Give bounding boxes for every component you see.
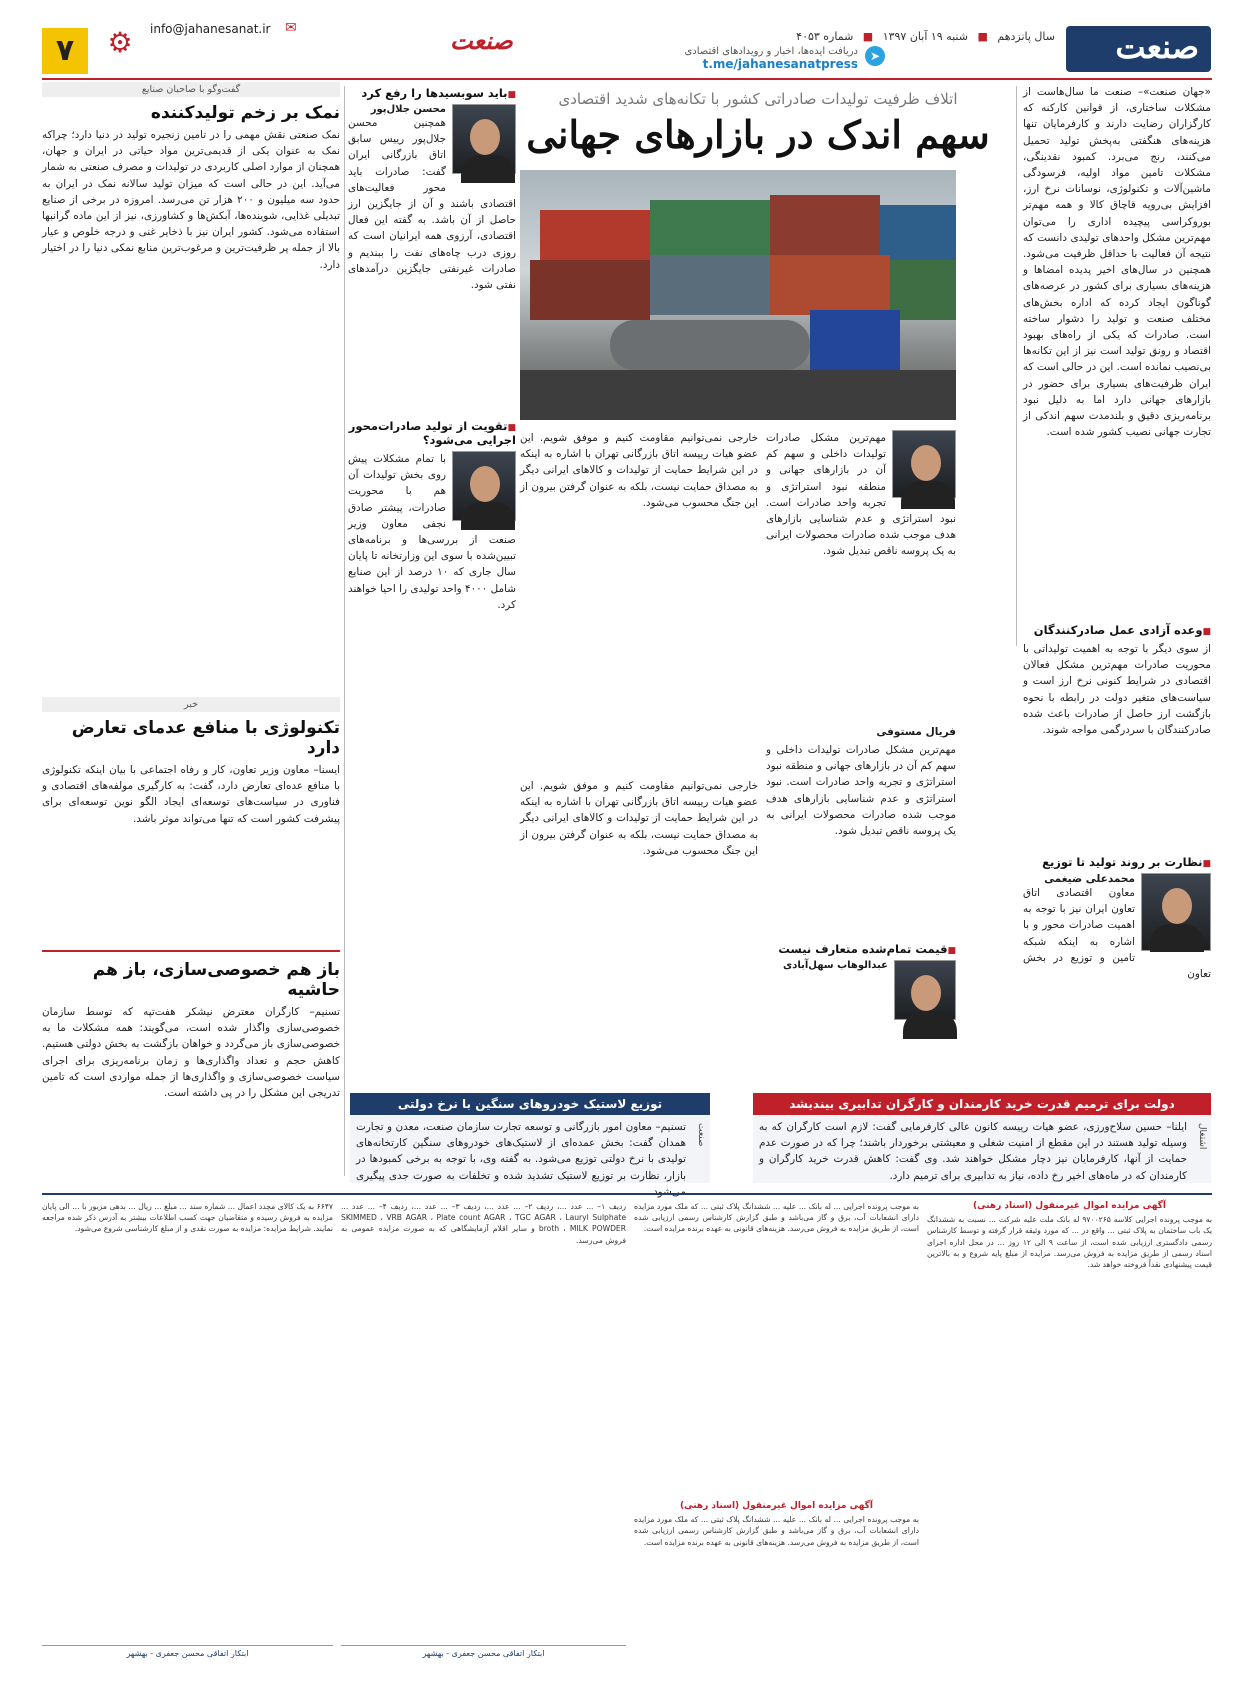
- mid-headline: ■ باید سوبسیدها را رفع کرد: [348, 86, 516, 100]
- ad-signature-2: ابتکار اتفاقی محسن جعفری - بهشهر: [42, 1645, 333, 1659]
- person-name-mostofi: فریال مستوفی: [876, 726, 956, 738]
- mid-column: [348, 82, 516, 1082]
- logo-text: صنعت: [1115, 28, 1199, 66]
- portrait-zeyghami: [1141, 873, 1211, 951]
- email-address[interactable]: info@jahanesanat.ir: [150, 22, 271, 36]
- center-col-b: [520, 430, 758, 1038]
- telegram-icon[interactable]: ➤: [865, 46, 885, 66]
- article-salt-title: نمک بر زخم تولیدکننده: [150, 103, 340, 123]
- article-salt-body: نمک صنعتی نقش مهمی را در تامین زنجیره تولید در دنیا دارد؛ چراکه نمک به عنوان یکی از قدیمی‌ترین مواد حیاتی در ایران و جهان، همچنان از موارد اصلی کاربردی در تولیدات و مصرف صنعتی به شمار می‌آید. این در حالی است که میزان تولید سالانه نمک در ایران به حدود سه میلیون و ۲۰۰ هزار تن می‌رسد. امروزه در برخی از صنایع تبدیلی غذایی، شوینده‌ها، آبکش‌ها و کشاورزی، نیز از این ماده گرانبها استفاده می‌شود. کشور ایران نیز با ذخایر غنی و درجه خلوص و عیار بالا از جمله پر ظرفیت‌ترین و مرغوب‌ترین منابع نمکی دنیا را در اختیار دارد.: [42, 129, 340, 271]
- article-tech-title: تکنولوژی با منافع عدمای تعارض دارد: [71, 718, 340, 758]
- ad-column-4: [42, 1201, 333, 1667]
- mid-subhead: ■ تقویت از تولید صادرات‌محور اجرایی می‌شود؟: [348, 419, 516, 447]
- ad-signature: ابتکار اتفاقی محسن جعفری - بهشهر: [341, 1645, 626, 1659]
- article-headline: سهم اندک در بازارهای جهانی: [526, 112, 990, 157]
- ad-3-text: ردیف ۱– ... عدد ...، ردیف ۲– ... عدد ...، ردیف ۳– ... عدد ...، ردیف ۴– ... عدد ... SKIMMED ، VRB AGAR ، Plate count AGAR ، TGC AGAR ، Lauryl Sulphate broth ، MILK POWDER و سایر اقلام آزمایشگاهی که به صورت مزایده عمومی به فروش می‌رسد.: [341, 1202, 626, 1245]
- column-divider: [1016, 86, 1017, 646]
- article-body: از سوی دیگر با توجه به اهمیت تولیداتی با محوریت صادرات مهم‌ترین مشکل فعالان اقتصادی در شرایط کنونی نرخ ارز است و سیاست‌های متغیر دولت در رابطه با نحوه بازگشت ارز حاصل از صادرات باعث شده صادرکنندگان با سردرگمی مواجه شوند.: [1023, 643, 1211, 737]
- right-column: [1023, 84, 1211, 1084]
- column-divider-left: [344, 86, 345, 1176]
- subhead-cost-price: ■ قیمت تمام‌شده متعارف نیست: [766, 942, 956, 956]
- box-wages: [753, 1093, 1211, 1183]
- mid-text-2: با تمام مشکلات پیش روی بخش تولیدات آن هم با محوریت صادرات، پیشتر صادق نجفی معاون وزیر صنعت از بررسی‌ها و برنامه‌های تبیین‌شده با سوی این وزارتخانه تا پایان سال جاری که ۱۰ درصد از این صنایع شامل ۴۰۰۰ واحد تولیدی را احیا خواهند کرد.: [348, 453, 516, 611]
- center-text-b2: خارجی نمی‌توانیم مقاومت کنیم و موفق شویم. این عضو هیات رییسه اتاق بازرگانی تهران با اشاره به اینکه در این شرایط حمایت از تولیدات و کالاهای ایرانی دیگر به مصداق حمایت نیست، بلکه به عنوان گرفتن بیرون از این جنگ محسوب می‌شود.: [520, 780, 758, 857]
- person-text: معاون اقتصادی اتاق تعاون ایران نیز با توجه به اهمیت صادرات محور و با اشاره به اینکه شبکه تامین و توزیع در بخش تعاون: [1023, 887, 1211, 981]
- box-wages-tag: اشتغال: [1197, 1123, 1207, 1150]
- ad-1-text: به موجب پرونده اجرایی کلاسه ۹۷۰۰۲۶۵ له بانک ملت علیه شرکت ... نسبت به ششدانگ یک باب ساختمان به پلاک ثبتی ... واقع در ... که مورد وثیقه قرار گرفته و توسط کارشناس رسمی دادگستری ارزیابی شده است، از ساعت ۹ الی ۱۲ روز ... در محل اداره اجرای اسناد رسمی از طریق مزایده به فروش می‌رسد. مزایده از مبلغ پایه شروع و به بالاترین قیمت پیشنهادی نقداً فروخته خواهد شد.: [927, 1215, 1212, 1270]
- container-photo: [520, 170, 956, 420]
- telegram-promo[interactable]: [684, 46, 858, 71]
- ad-2-lead: به موجب پرونده اجرایی ... له بانک ... علیه ... ششدانگ پلاک ثبتی ... که ملک مورد مزایده دارای انشعابات آب، برق و گاز می‌باشد و طبق گزارش کارشناس رسمی ارزیابی شده است، از طریق مزایده به فروش می‌رسد. هزینه‌های قانونی به عهده برنده مزایده است.: [634, 1202, 919, 1234]
- center-text-a: مهم‌ترین مشکل صادرات تولیدات داخلی و سهم کم آن در بازارهای جهانی و منطقه نبود استراتژی و تجربه واحد صادرات است. نبود استراتژی و عدم شناسایی بازارهای هدف موجب شده صادرات محصولات ایرانی به یک پروسه ناقص تبدیل شود.: [766, 432, 956, 558]
- article-privatization-body: تسنیم– کارگران معترض نیشکر هفت‌تپه که توسط سازمان خصوصی‌سازی واگذار شده است، می‌گویند: همه مشکلات ما به خصوصی‌سازی باز می‌گردد و خواهان بازگشت به بخش دولتی هستیم. کاهش حجم و تعداد واگذاری‌ها و زمان برنامه‌ریزی برای اجرای سیاست خصوصی‌سازی و واگذاری‌ها از جمله مواردی است که تامین تدریجی این مشکل را در پی داشته است.: [42, 1006, 340, 1100]
- mail-icon: ✉: [285, 20, 297, 36]
- center-text-a2: مهم‌ترین مشکل صادرات تولیدات داخلی و سهم کم آن در بازارهای جهانی و منطقه نبود استراتژی و تجربه واحد صادرات است. نبود استراتژی و عدم شناسایی بازارهای هدف موجب شده صادرات محصولات ایرانی به یک پروسه ناقص تبدیل شود.: [766, 744, 956, 838]
- box-tires: [350, 1093, 710, 1198]
- center-text-b: خارجی نمی‌توانیم مقاومت کنیم و موفق شویم. این عضو هیات رییسه اتاق بازرگانی تهران با اشاره به اینکه در این شرایط حمایت از تولیدات و کالاهای ایرانی دیگر به مصداق حمایت نیست، بلکه به عنوان گرفتن بیرون از این جنگ محسوب می‌شود.: [520, 432, 758, 509]
- box-wages-title: دولت برای ترمیم قدرت خرید کارمندان و کارگران تدابیری بیندیشد: [753, 1093, 1211, 1115]
- telegram-label: دریافت ایده‌ها، اخبار و رویدادهای اقتصادی: [684, 46, 858, 57]
- issue-year: سال پانزدهم: [997, 30, 1055, 43]
- ad-4-text: ۶۶۴۷ به یک کالای مجدد اعمال ... شماره سند ... مبلغ ... ریال ... بدهی مزبور با ... الی پایان مزایده به فروش رسیده و متقاضیان جهت کسب اطلاعات بیشتر به آدرس ذکر شده مراجعه نمایند. شرایط مزایده: مزایده به صورت نقدی و از مبلغ کارشناسی شروع می‌شود.: [42, 1202, 333, 1234]
- portrait-jalalpour: [452, 104, 516, 174]
- issue-info: سال پانزدهم ■ شنبه ۱۹ آبان ۱۳۹۷ ■ شماره ۴۰۵۳: [796, 30, 1055, 43]
- classifieds-section: [42, 1193, 1212, 1671]
- ad-2-text: به موجب پرونده اجرایی ... له بانک ... علیه ... ششدانگ پلاک ثبتی ... که ملک مورد مزایده دارای انشعابات آب، برق و گاز می‌باشد و طبق گزارش کارشناس رسمی ارزیابی شده است، از طریق مزایده به فروش می‌رسد. هزینه‌های قانونی به عهده برنده مزایده است.: [634, 1515, 919, 1547]
- gear-icon: ⚙: [107, 26, 133, 59]
- masthead: [0, 0, 1253, 78]
- ad-1-title: آگهی مزایده اموال غیرمنقول (اسناد رهنی): [972, 1201, 1166, 1211]
- section-label-interview: گفت‌وگو با صاحبان صنایع: [42, 82, 340, 97]
- person-name-sahlabadi: عبدالوهاب سهل‌آبادی: [783, 960, 888, 971]
- issue-date: شنبه ۱۹ آبان ۱۳۹۷: [882, 30, 968, 43]
- page-number: ۷: [42, 28, 88, 74]
- ad-column-3: [341, 1201, 626, 1667]
- article-intro: «جهان صنعت»– صنعت ما سال‌هاست از مشکلات ساختاری، از قوانین کارکنه که کارگزاران رضایت دارند و کارفرمایان تنها هزینه‌های هنگفتی به‌پخش تولید تحمیل می‌کنند، رنج می‌برد. کمبود نقدینگی، مشکلات تامین مواد اولیه، فرسودگی ماشین‌آلات و تکنولوژی، نوسانات نرخ ارز، افزایش بی‌رویه قاچاق کالا و همه مهم‌تر بوروکراسی پیچیده اداری را می‌توان مهم‌ترین مشکل واحدهای تولیدی دانست که نتیجه آن فعالیت با حداقل ظرفیت می‌شود. همچنین در سال‌های اخیر پدیده امضاها و هزینه‌های بسیاری برای کشور در عرصه‌های گوناگون ایجاد کرده که اداره بخش‌های مختلف صنعت و تولید را دشوار ساخته است. صادرات که یکی از راه‌های بهبود اقتصاد و رونق تولید است نیز از این تکانه‌ها بی‌نصیب نمانده است. این در حالی است که ایران ظرفیت‌های بسیاری برای حضور در بازارهای جهانی دارد اما به دلیل نبود برنامه‌ریزی دقیق و بلندمدت سهم اندکی از تجارت جهانی نصیب کشور شده است.: [1023, 86, 1211, 439]
- box-wages-text: ایلنا– حسین سلاح‌ورزی، عضو هیات رییسه کانون عالی کارفرمایی گفت: لازم است کارگران که به وسیله تولید هستند در این مقطع از امنیت شغلی و معیشتی برخوردار باشند؛ چرا که در صورت عدم حمایت از آنها، کارفرمایان نیز دچار مشکل خواهند شد. وی گفت: کاهش قدرت خرید کارگران و کارمندان که در ماه‌های اخیر رخ داده، نیاز به تدابیری برای ترمیم دارد.: [759, 1121, 1187, 1182]
- section-title: صنعت: [450, 26, 513, 55]
- article-tech-body: ایسنا– معاون وزیر تعاون، کار و رفاه اجتماعی با بیان اینکه تکنولوژی با منافع عده‌ای تعارض دارد، گفت: به کارگیری مولفه‌های اقتصادی و فناوری در سیاست‌های توسعه‌ای ایجاد الگو نوین توسعه‌ای برای پیشرفت کشور است که تنها می‌تواند موثر باشد.: [42, 764, 340, 825]
- article-kicker: اتلاف ظرفیت تولیدات صادراتی کشور با تکانه‌های شدید اقتصادی: [558, 90, 958, 108]
- issue-number: شماره ۴۰۵۳: [796, 30, 854, 43]
- box-tires-tag: صنعت: [696, 1123, 706, 1147]
- ad-column-2: [634, 1201, 919, 1667]
- article-privatization-title: باز هم خصوصی‌سازی، باز هم حاشیه: [92, 960, 340, 1000]
- box-tires-title: توزیع لاستیک خودروهای سنگین با نرخ دولتی: [350, 1093, 710, 1115]
- section-label-news: خبر: [42, 697, 340, 712]
- ad-column-1: [927, 1201, 1212, 1667]
- mid-text: همچنین محسن جلال‌پور رییس سابق اتاق بازرگانی ایران گفت: صادرات باید محور فعالیت‌های اقتصادی باشند و آن از جایگزین ارز حاصل از آن باشد. به گفته این فعال اقتصادی، آرزوی همه ایرانیان است که روزی درب چاه‌های نفت را ببندیم و صادرات غیرنفتی جایگزین درآمدهای نفتی شود.: [348, 117, 516, 292]
- header-rule: [42, 78, 1212, 80]
- subhead-supervision: ■ نظارت بر روند تولید تا توزیع: [1023, 855, 1211, 869]
- newspaper-logo[interactable]: [1066, 26, 1211, 72]
- box-tires-text: تسنیم– معاون امور بازرگانی و توسعه تجارت سازمان صنعت، معدن و تجارت همدان گفت: بخش عمده‌ای از لاستیک‌های خودروهای سنگین کارتخانه‌های تولیدی با نرخ دولتی توزیع می‌شود. به گفته وی، با توجه به برخی کمبودها در بازار، نظارت بر توزیع لاستیک تشدید شده و تخلفات به صورت جدی پیگیری می‌شود.: [356, 1121, 686, 1198]
- telegram-handle[interactable]: t.me/jahanesanatpress: [702, 57, 858, 71]
- ad-2-title: آگهی مزایده اموال غیرمنقول (اسناد رهنی): [679, 1501, 873, 1511]
- center-col-a: [766, 430, 956, 1026]
- subhead-export-freedom: ■ وعده آزادی عمل صادرکنندگان: [1023, 623, 1211, 637]
- person-name: محمدعلی ضیغمی: [1044, 873, 1135, 885]
- portrait-sahlabadi: [894, 960, 956, 1020]
- portrait-najafi: [452, 451, 516, 521]
- portrait-mostofi: [892, 430, 956, 498]
- mid-person: محسن جلال‌پور: [370, 104, 446, 115]
